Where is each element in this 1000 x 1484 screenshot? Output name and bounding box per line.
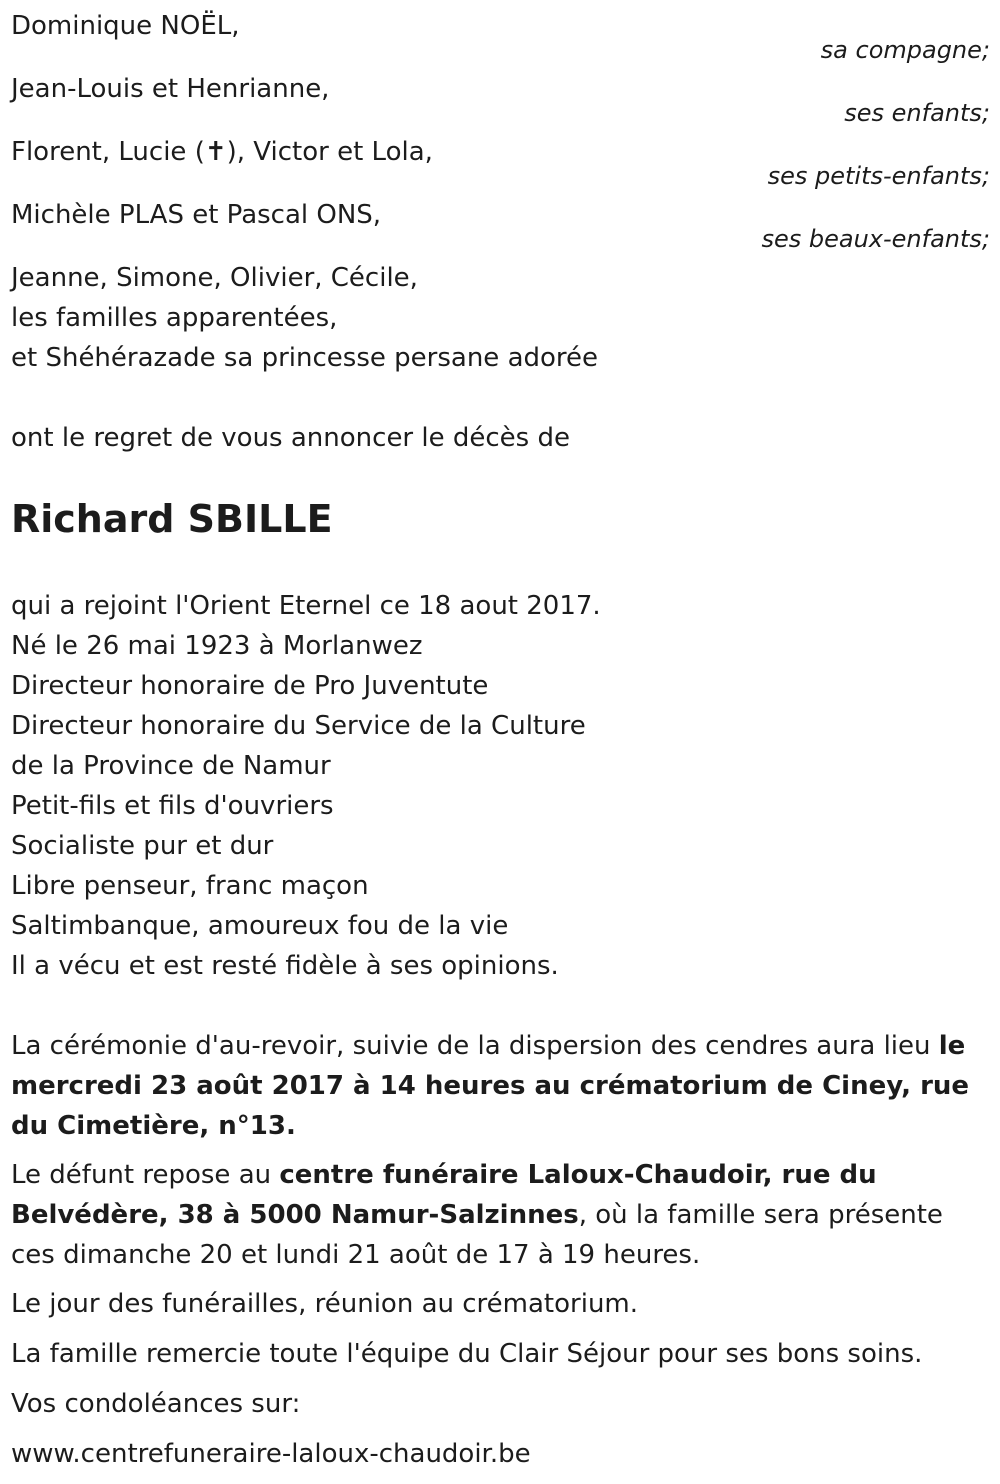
bio-line: Directeur honoraire de Pro Juventute [11,671,489,701]
thanks-note: La famille remercie toute l'équipe du Clair Séjour pour ses bons soins. [11,1339,923,1369]
visitation-place: centre funéraire Laloux-Chaudoir, rue du Belvédère, 38 à 5000 Namur-Salzinnes [11,1160,877,1230]
visitation-intro: Le défunt repose au [11,1160,280,1190]
ceremony-intro: La cérémonie d'au-revoir, suivie de la dispersion des cendres aura lieu [11,1031,939,1061]
funeral-note: Le jour des funérailles, réunion au crématorium. [11,1289,639,1319]
deceased-name: Richard SBILLE [11,497,333,541]
other-relative-line: et Shéhérazade sa princesse persane adorée [11,343,599,373]
family-relation-2: ses enfants; [844,99,990,127]
bio-line: de la Province de Namur [11,751,331,781]
other-relatives [11,258,598,378]
family-relation-4: ses beaux-enfants; [761,225,990,253]
bio-line: Socialiste pur et dur [11,831,274,861]
biography [11,586,601,986]
visitation-rest: , où la famille sera présente ces dimanche 20 et lundi 21 août de 17 à 19 heures. [11,1200,943,1270]
other-relative-line: les familles apparentées, [11,303,338,333]
bio-line: Directeur honoraire du Service de la Culture [11,711,586,741]
ceremony-paragraph [11,1026,986,1146]
visitation-paragraph [11,1155,986,1275]
family-names-2: Jean-Louis et Henrianne, [11,74,330,104]
bio-line: Il a vécu et est resté fidèle à ses opinions. [11,951,559,981]
bio-line: Petit-fils et fils d'ouvriers [11,791,334,821]
condolences-label: Vos condoléances sur: [11,1389,301,1419]
website-link[interactable]: www.centrefuneraire-laloux-chaudoir.be [11,1439,531,1469]
announcement: ont le regret de vous annoncer le décès de [11,423,570,453]
bio-line: Né le 26 mai 1923 à Morlanwez [11,631,423,661]
ceremony-details: le mercredi 23 août 2017 à 14 heures au crématorium de Ciney, rue du Cimetière, n°13. [11,1031,970,1141]
bio-line: Libre penseur, franc maçon [11,871,369,901]
family-names-1: Dominique NOËL, [11,11,240,41]
other-relative-line: Jeanne, Simone, Olivier, Cécile, [11,263,418,293]
bio-line: Saltimbanque, amoureux fou de la vie [11,911,509,941]
bio-line: qui a rejoint l'Orient Eternel ce 18 aout 2017. [11,591,601,621]
family-relation-3: ses petits-enfants; [767,162,990,190]
family-names-4: Michèle PLAS et Pascal ONS, [11,200,382,230]
family-relation-1: sa compagne; [820,36,990,64]
family-names-3: Florent, Lucie (✝), Victor et Lola, [11,137,433,167]
